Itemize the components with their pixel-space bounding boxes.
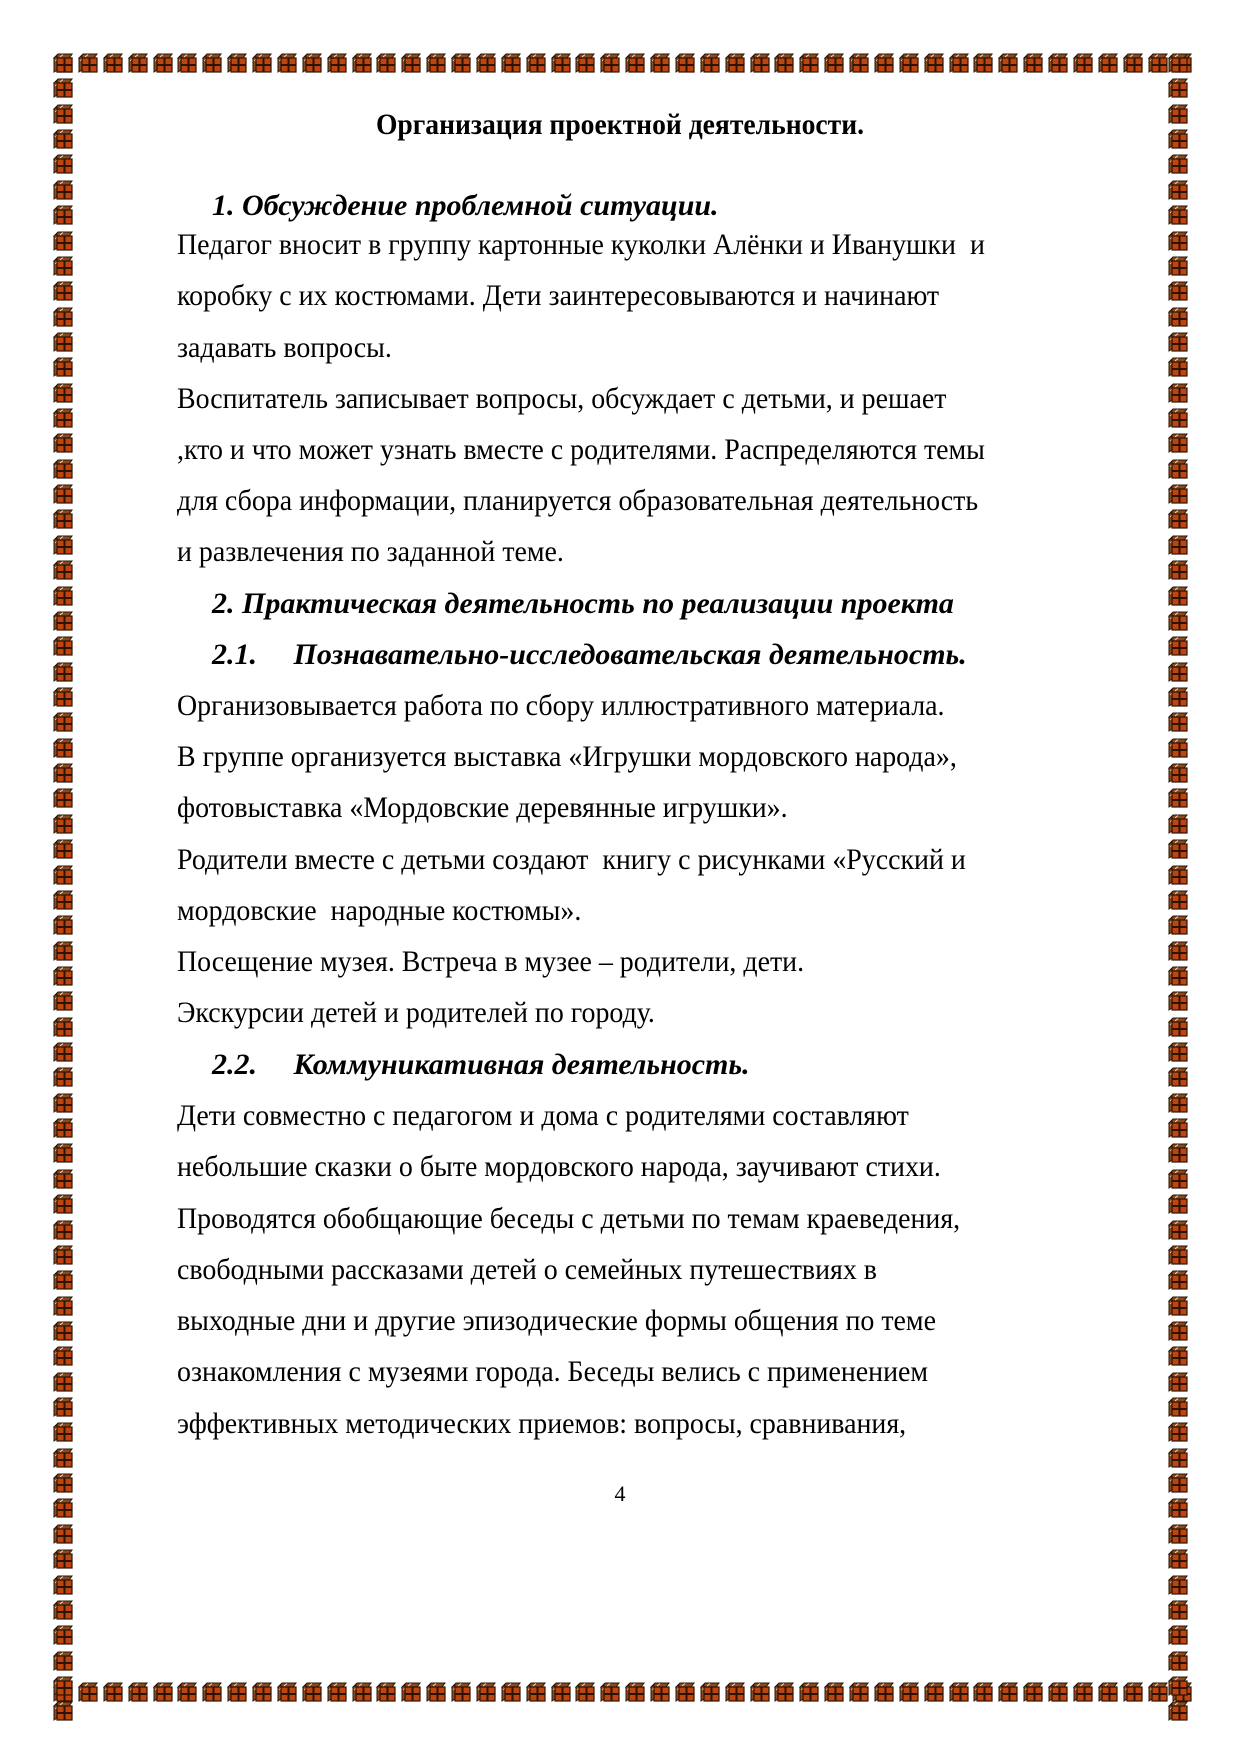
- paragraph-line: Педагог вносит в группу картонные куколки Алёнки и Иванушки и: [177, 228, 985, 261]
- page-title: Организация проектной деятельности.: [375, 108, 865, 141]
- paragraph-line: Родители вместе с детьми создают книгу с рисунками «Русский и: [177, 843, 966, 876]
- paragraph-line: задавать вопросы.: [177, 331, 392, 364]
- paragraph-line: В группе организуется выставка «Игрушки мордовского народа»,: [177, 740, 957, 773]
- paragraph-line: ознакомления с музеями города. Беседы велись с применением: [177, 1355, 929, 1388]
- paragraph-line: мордовские народные костюмы».: [177, 894, 582, 927]
- paragraph-line: свободными рассказами детей о семейных путешествиях в: [177, 1253, 877, 1286]
- section-number: 1.: [212, 189, 235, 222]
- paragraph-line: фотовыставка «Мордовские деревянные игрушки».: [177, 791, 788, 824]
- page-number: 4: [614, 1481, 626, 1506]
- section-heading-2-1: [212, 637, 967, 673]
- section-heading-2: [212, 586, 954, 622]
- paragraph-line: Организовывается работа по сбору иллюстративного материала.: [177, 689, 945, 722]
- paragraph-line: коробку с их костюмами. Дети заинтересовываются и начинают: [177, 279, 940, 312]
- section-title: Познавательно-исследовательская деятельность.: [293, 638, 967, 671]
- paragraph-line: для сбора информации, планируется образовательная деятельность: [177, 484, 979, 517]
- section-number: 2.1.: [212, 638, 257, 671]
- paragraph-line: Воспитатель записывает вопросы, обсуждает с детьми, и решает: [177, 382, 947, 415]
- section-title: Обсуждение проблемной ситуации.: [242, 189, 719, 222]
- paragraph-line: эффективных методических приемов: вопросы, сравнивания,: [177, 1407, 907, 1440]
- paragraph-line: и развлечения по заданной теме.: [177, 535, 564, 568]
- section-title: Практическая деятельность по реализации проекта: [242, 587, 954, 620]
- paragraph-line: Проводятся обобщающие беседы с детьми по темам краеведения,: [177, 1202, 961, 1235]
- paragraph-line: Посещение музея. Встреча в музее – родители, дети.: [177, 945, 805, 978]
- paragraph-line: выходные дни и другие эпизодические формы общения по теме: [177, 1304, 936, 1337]
- section-title: Коммуникативная деятельность.: [293, 1048, 750, 1081]
- paragraph-line: ,кто и что может узнать вместе с родителями. Распределяются темы: [177, 433, 985, 466]
- section-number: 2.2.: [212, 1048, 257, 1081]
- section-number: 2.: [212, 587, 235, 620]
- section-heading-1: [212, 188, 719, 224]
- paragraph-line: небольшие сказки о быте мордовского народа, заучивают стихи.: [177, 1150, 941, 1183]
- paragraph-line: Экскурсии детей и родителей по городу.: [177, 996, 655, 1029]
- section-heading-2-2: [212, 1047, 750, 1083]
- paragraph-line: Дети совместно с педагогом и дома с родителями составляют: [177, 1099, 909, 1132]
